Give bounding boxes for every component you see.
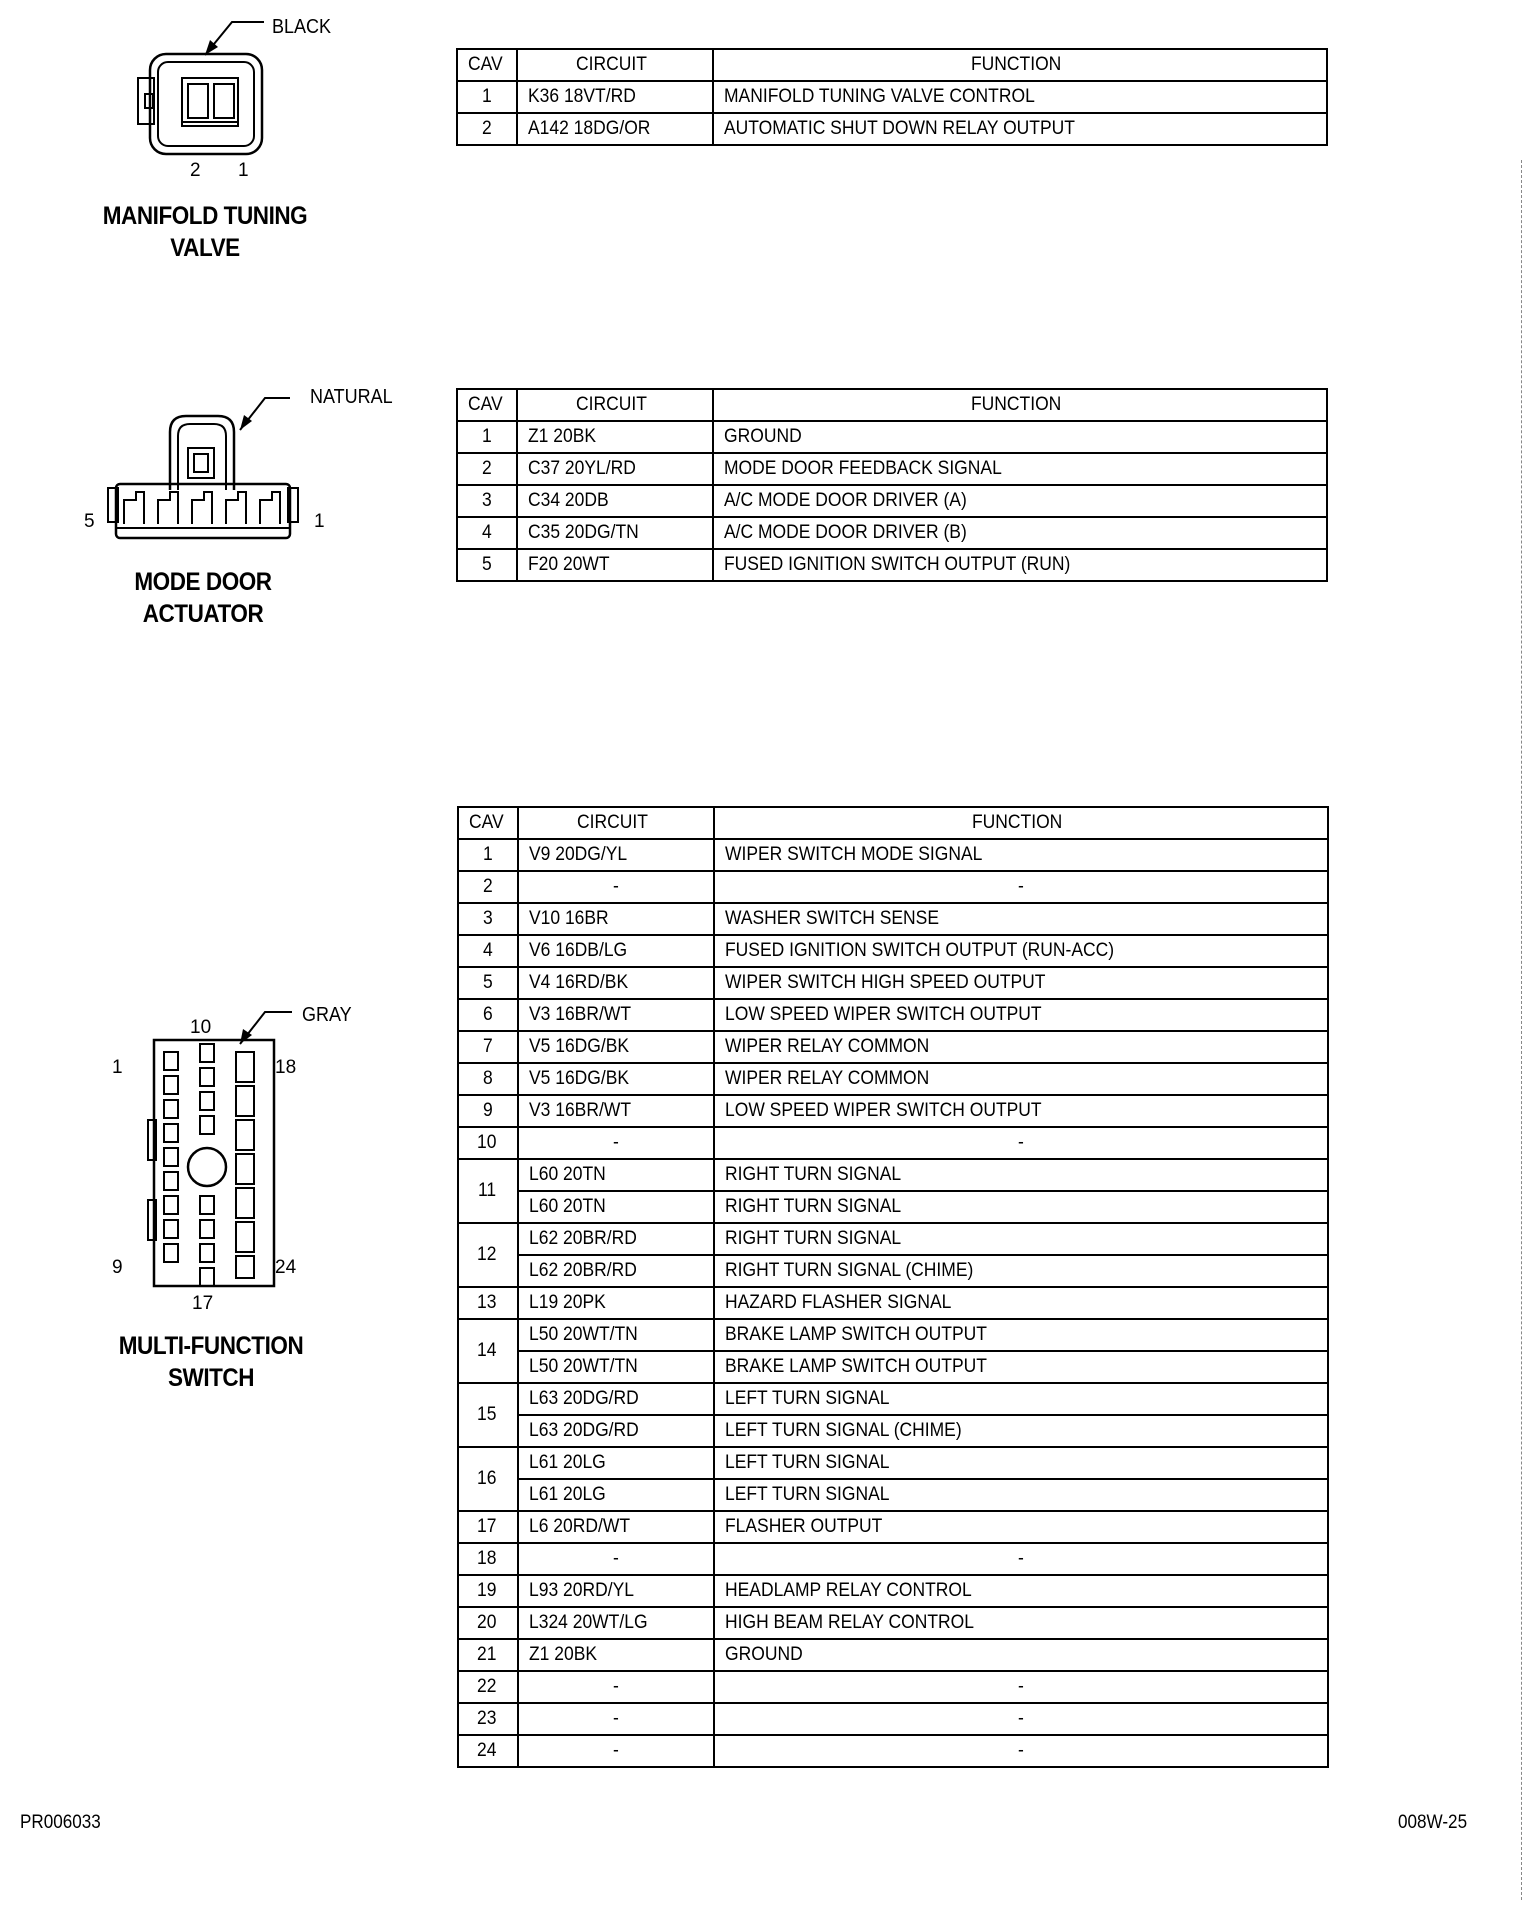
cav-cell: 23: [458, 1703, 518, 1735]
circuit-cell: Z1 20BK: [518, 1639, 714, 1671]
connector-color-label: NATURAL: [310, 386, 393, 408]
function-header: FUNCTION: [714, 807, 1328, 839]
table-row: [458, 1639, 1328, 1671]
cav-cell: 15: [458, 1383, 518, 1447]
pin-label: 5: [84, 511, 95, 532]
cav-cell: 13: [458, 1287, 518, 1319]
table-row: [458, 1191, 1328, 1223]
table-row: [458, 1351, 1328, 1383]
table-row: [458, 1479, 1328, 1511]
function-cell: HAZARD FLASHER SIGNAL: [714, 1287, 1328, 1319]
connector-name: MODE DOOR ACTUATOR: [134, 568, 272, 628]
circuit-cell: V5 16DG/BK: [518, 1063, 714, 1095]
function-cell: FUSED IGNITION SWITCH OUTPUT (RUN-ACC): [714, 935, 1328, 967]
pin-label: 9: [112, 1257, 123, 1278]
function-cell: BRAKE LAMP SWITCH OUTPUT: [714, 1319, 1328, 1351]
pinout-table-mode-door-actuator: [456, 388, 1328, 582]
circuit-cell: L93 20RD/YL: [518, 1575, 714, 1607]
cav-cell: 5: [457, 549, 517, 581]
circuit-cell: V3 16BR/WT: [518, 999, 714, 1031]
pinout-table-multi-function-switch: [457, 806, 1329, 1768]
function-cell: AUTOMATIC SHUT DOWN RELAY OUTPUT: [713, 113, 1327, 145]
table-row: [457, 113, 1327, 145]
pin-label: 2: [190, 160, 201, 181]
table-row: [457, 81, 1327, 113]
cav-cell: 1: [457, 421, 517, 453]
scan-edge-line: [1521, 160, 1522, 1900]
cav-cell: 24: [458, 1735, 518, 1767]
table-row: [457, 485, 1327, 517]
circuit-cell: V5 16DG/BK: [518, 1031, 714, 1063]
circuit-cell: V6 16DB/LG: [518, 935, 714, 967]
circuit-cell: V10 16BR: [518, 903, 714, 935]
circuit-cell: L50 20WT/TN: [518, 1319, 714, 1351]
table-row: [458, 1063, 1328, 1095]
table-row: [458, 1447, 1328, 1479]
circuit-cell: L62 20BR/RD: [518, 1255, 714, 1287]
function-cell: A/C MODE DOOR DRIVER (B): [713, 517, 1327, 549]
table-row: [457, 517, 1327, 549]
function-cell: -: [714, 871, 1328, 903]
cav-cell: 12: [458, 1223, 518, 1287]
function-cell: HEADLAMP RELAY CONTROL: [714, 1575, 1328, 1607]
pin-label: 18: [275, 1057, 297, 1078]
table-row: [458, 1223, 1328, 1255]
circuit-cell: -: [518, 1735, 714, 1767]
function-cell: A/C MODE DOOR DRIVER (A): [713, 485, 1327, 517]
pin-label: 24: [275, 1257, 297, 1278]
function-cell: RIGHT TURN SIGNAL: [714, 1191, 1328, 1223]
circuit-cell: L61 20LG: [518, 1479, 714, 1511]
table-row: [458, 1095, 1328, 1127]
function-cell: GROUND: [714, 1639, 1328, 1671]
circuit-cell: V3 16BR/WT: [518, 1095, 714, 1127]
table-row: [458, 1031, 1328, 1063]
function-cell: MODE DOOR FEEDBACK SIGNAL: [713, 453, 1327, 485]
function-cell: HIGH BEAM RELAY CONTROL: [714, 1607, 1328, 1639]
multi-function-switch-connector-icon: [140, 1000, 360, 1300]
table-header-row: [457, 389, 1327, 421]
cav-cell: 21: [458, 1639, 518, 1671]
circuit-cell: C34 20DB: [517, 485, 713, 517]
function-cell: LOW SPEED WIPER SWITCH OUTPUT: [714, 1095, 1328, 1127]
cav-header: CAV: [457, 389, 517, 421]
pinout-table-manifold-tuning-valve: [456, 48, 1328, 146]
table-header-row: [458, 807, 1328, 839]
function-cell: WIPER RELAY COMMON: [714, 1031, 1328, 1063]
table-row: [458, 1383, 1328, 1415]
function-header: FUNCTION: [713, 49, 1327, 81]
function-cell: RIGHT TURN SIGNAL: [714, 1159, 1328, 1191]
pin-label: 10: [190, 1017, 212, 1038]
pin-label: 1: [112, 1057, 123, 1078]
circuit-cell: L63 20DG/RD: [518, 1415, 714, 1447]
cav-cell: 2: [458, 871, 518, 903]
mode-door-actuator-connector-icon: [100, 380, 340, 560]
cav-cell: 18: [458, 1543, 518, 1575]
cav-cell: 22: [458, 1671, 518, 1703]
table-row: [457, 421, 1327, 453]
pin-label: 1: [238, 160, 249, 181]
table-row: [457, 549, 1327, 581]
circuit-cell: A142 18DG/OR: [517, 113, 713, 145]
table-row: [458, 1287, 1328, 1319]
table-row: [458, 1735, 1328, 1767]
connector-name: MANIFOLD TUNING VALVE: [102, 202, 308, 262]
table-row: [458, 1511, 1328, 1543]
cav-cell: 6: [458, 999, 518, 1031]
function-cell: WASHER SWITCH SENSE: [714, 903, 1328, 935]
circuit-cell: L324 20WT/LG: [518, 1607, 714, 1639]
cav-cell: 8: [458, 1063, 518, 1095]
function-cell: BRAKE LAMP SWITCH OUTPUT: [714, 1351, 1328, 1383]
circuit-cell: K36 18VT/RD: [517, 81, 713, 113]
cav-cell: 1: [458, 839, 518, 871]
cav-cell: 11: [458, 1159, 518, 1223]
cav-cell: 7: [458, 1031, 518, 1063]
circuit-cell: L6 20RD/WT: [518, 1511, 714, 1543]
table-row: [458, 839, 1328, 871]
circuit-cell: F20 20WT: [517, 549, 713, 581]
cav-cell: 4: [458, 935, 518, 967]
table-row: [458, 1703, 1328, 1735]
connector-color-label: GRAY: [302, 1004, 352, 1026]
pin-label: 1: [314, 511, 325, 532]
table-row: [458, 999, 1328, 1031]
function-cell: -: [714, 1127, 1328, 1159]
circuit-cell: V9 20DG/YL: [518, 839, 714, 871]
function-cell: -: [714, 1735, 1328, 1767]
cav-cell: 2: [457, 453, 517, 485]
page-number: 008W-25: [1398, 1812, 1468, 1833]
function-cell: FLASHER OUTPUT: [714, 1511, 1328, 1543]
cav-cell: 2: [457, 113, 517, 145]
circuit-cell: L19 20PK: [518, 1287, 714, 1319]
circuit-cell: -: [518, 871, 714, 903]
cav-cell: 3: [458, 903, 518, 935]
table-row: [458, 1159, 1328, 1191]
table-row: [458, 903, 1328, 935]
table-row: [458, 967, 1328, 999]
function-cell: RIGHT TURN SIGNAL (CHIME): [714, 1255, 1328, 1287]
circuit-cell: V4 16RD/BK: [518, 967, 714, 999]
circuit-cell: L60 20TN: [518, 1159, 714, 1191]
circuit-cell: Z1 20BK: [517, 421, 713, 453]
cav-cell: 17: [458, 1511, 518, 1543]
table-row: [458, 871, 1328, 903]
circuit-cell: -: [518, 1543, 714, 1575]
function-cell: LEFT TURN SIGNAL (CHIME): [714, 1415, 1328, 1447]
circuit-cell: -: [518, 1703, 714, 1735]
circuit-cell: -: [518, 1127, 714, 1159]
circuit-cell: L60 20TN: [518, 1191, 714, 1223]
function-header: FUNCTION: [713, 389, 1327, 421]
cav-cell: 10: [458, 1127, 518, 1159]
function-cell: WIPER SWITCH HIGH SPEED OUTPUT: [714, 967, 1328, 999]
connector-color-label: BLACK: [272, 16, 332, 38]
table-row: [458, 1415, 1328, 1447]
circuit-cell: L63 20DG/RD: [518, 1383, 714, 1415]
table-row: [458, 1543, 1328, 1575]
cav-cell: 16: [458, 1447, 518, 1511]
cav-cell: 14: [458, 1319, 518, 1383]
table-row: [458, 1671, 1328, 1703]
circuit-header: CIRCUIT: [518, 807, 714, 839]
table-row: [458, 1607, 1328, 1639]
function-cell: WIPER RELAY COMMON: [714, 1063, 1328, 1095]
circuit-header: CIRCUIT: [517, 49, 713, 81]
function-cell: LEFT TURN SIGNAL: [714, 1479, 1328, 1511]
circuit-cell: -: [518, 1671, 714, 1703]
function-cell: WIPER SWITCH MODE SIGNAL: [714, 839, 1328, 871]
connector-name: MULTI-FUNCTION SWITCH: [118, 1332, 304, 1392]
function-cell: GROUND: [713, 421, 1327, 453]
table-row: [458, 935, 1328, 967]
function-cell: -: [714, 1703, 1328, 1735]
function-cell: LEFT TURN SIGNAL: [714, 1383, 1328, 1415]
circuit-cell: C37 20YL/RD: [517, 453, 713, 485]
cav-cell: 1: [457, 81, 517, 113]
cav-cell: 9: [458, 1095, 518, 1127]
figure-id: PR006033: [20, 1812, 101, 1833]
function-cell: LOW SPEED WIPER SWITCH OUTPUT: [714, 999, 1328, 1031]
table-row: [458, 1127, 1328, 1159]
function-cell: FUSED IGNITION SWITCH OUTPUT (RUN): [713, 549, 1327, 581]
table-row: [458, 1255, 1328, 1287]
table-row: [457, 453, 1327, 485]
cav-cell: 19: [458, 1575, 518, 1607]
cav-cell: 20: [458, 1607, 518, 1639]
cav-cell: 3: [457, 485, 517, 517]
circuit-cell: L62 20BR/RD: [518, 1223, 714, 1255]
function-cell: LEFT TURN SIGNAL: [714, 1447, 1328, 1479]
circuit-cell: C35 20DG/TN: [517, 517, 713, 549]
circuit-header: CIRCUIT: [517, 389, 713, 421]
function-cell: RIGHT TURN SIGNAL: [714, 1223, 1328, 1255]
function-cell: -: [714, 1671, 1328, 1703]
pin-label: 17: [192, 1293, 214, 1314]
cav-cell: 4: [457, 517, 517, 549]
cav-header: CAV: [458, 807, 518, 839]
circuit-cell: L61 20LG: [518, 1447, 714, 1479]
table-header-row: [457, 49, 1327, 81]
table-row: [458, 1319, 1328, 1351]
function-cell: -: [714, 1543, 1328, 1575]
circuit-cell: L50 20WT/TN: [518, 1351, 714, 1383]
cav-cell: 5: [458, 967, 518, 999]
function-cell: MANIFOLD TUNING VALVE CONTROL: [713, 81, 1327, 113]
cav-header: CAV: [457, 49, 517, 81]
table-row: [458, 1575, 1328, 1607]
